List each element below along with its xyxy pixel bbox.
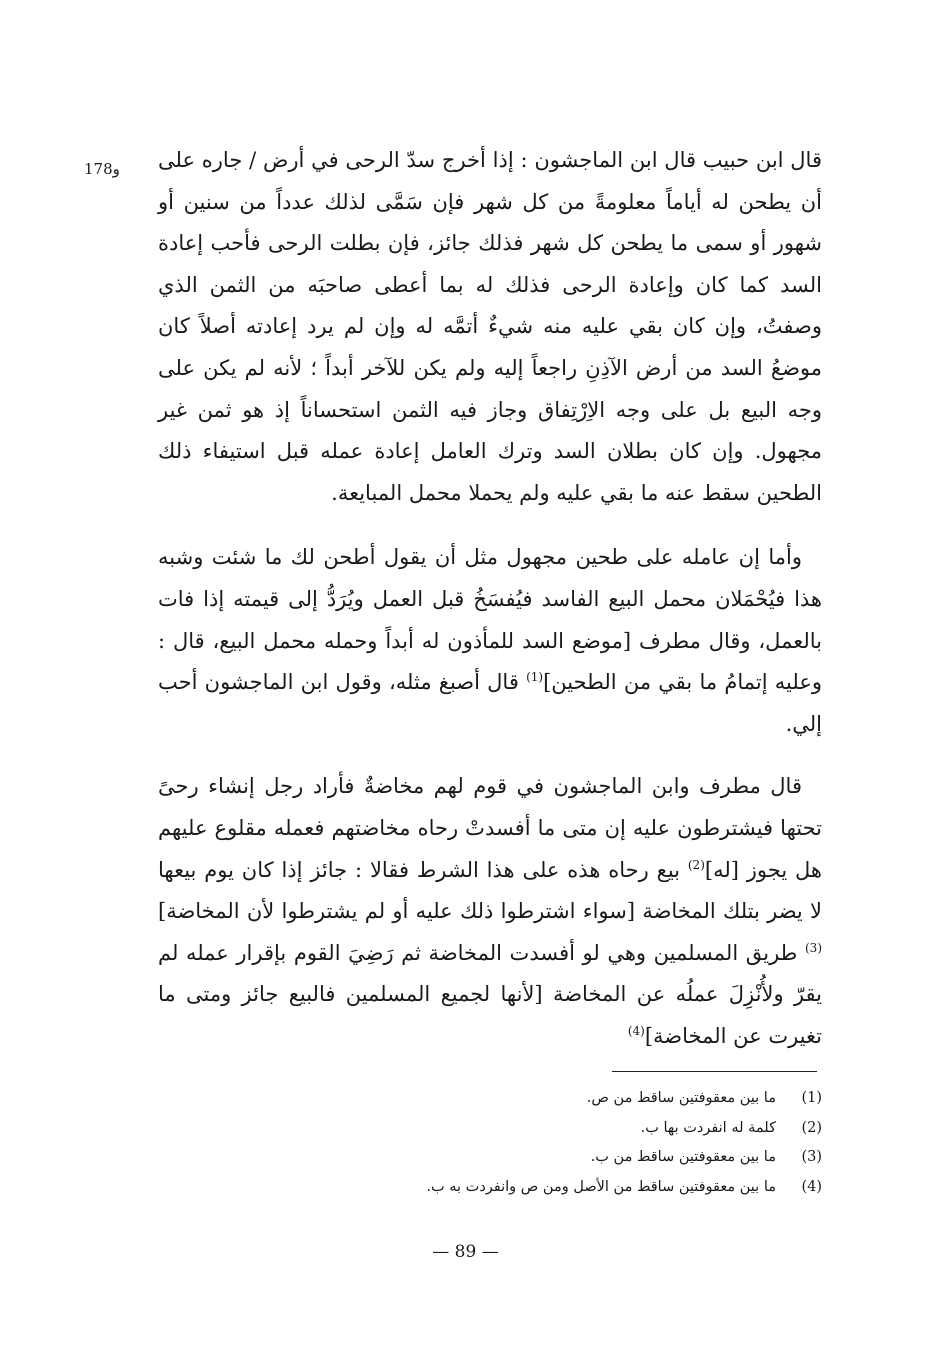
page-number: — 89 —: [432, 1242, 499, 1262]
footnote-1: [330, 1084, 822, 1114]
footnote-number: (3): [801, 1149, 822, 1165]
paragraph-1-text: قال ابن حبيب قال ابن الماجشون : إذا أخرج سدّ الرحى في أرض / جاره على أن يطحن له أياماً معلومةً من كل شهر فإن سَمَّى لذلك عدداً من سنين أو شهور أو سمى ما يطحن كل شهر فذلك جائز، فإن بطلت الرحى فأحب إعادة السد كما كان وإعادة الرحى فذلك له بما أعطى صاحبَه من الثمن الذي وصفتُ، وإن كان بقي عليه منه شيءٌ أتمَّه له وإن لم يرد إعادته أصلاً كان موضعُ السد من أرض الآذِنِ راجعاً إليه ولم يكن للآخر أبداً ؛ لأنه لم يكن على وجه البيع بل على وجه الاِرْتِفاق وجاز فيه الثمن استحساناً إذ هو ثمن غير مجهول. وإن كان بطلان السد وترك العامل إعادة عمله قبل استيفاء ذلك الطحين سقط عنه ما بقي عليه ولم يحملا محمل المبايعة.: [158, 148, 822, 505]
paragraph-3: [158, 766, 822, 1057]
paragraph-2-text: وأما إن عامله على طحين مجهول مثل أن يقول أطحن لك ما شئت وشبه هذا فيُحْمَلان محمل البيع الفاسد فيُفسَخُ قبل العمل ويُرَدُّ إلى قيمته إذا فات بالعمل، وقال مطرف [موضع السد للمأذون له أبداً وحمله محمل البيع، قال : وعليه إتمامُ ما بقي من الطحين]: [158, 545, 822, 695]
main-text: [158, 140, 822, 1057]
footnote-number: (2): [801, 1119, 822, 1136]
footnote-text: ما بين معقوفتين ساقط من الأصل ومن ص وانفردت به ب.: [426, 1178, 776, 1195]
footnote-3: [330, 1143, 822, 1173]
footnote-ref-3: (3): [804, 940, 822, 955]
footnote-text: ما بين معقوفتين ساقط من ص.: [586, 1090, 776, 1106]
manuscript-folio-note: 178و: [84, 160, 120, 178]
footnote-text: ما بين معقوفتين ساقط من ب.: [590, 1149, 776, 1165]
footnotes: [330, 1084, 822, 1202]
footnote-4: [330, 1173, 822, 1203]
footnote-ref-2: (2): [687, 857, 705, 872]
footnote-ref-4: (4): [627, 1023, 645, 1038]
paragraph-3-text-middle: بيع رحاه هذه على هذا الشرط فقالا : جائز إذا كان يوم بيعها لا يضر بتلك المخاضة [سواء اشترطوا ذلك عليه أو لم يشترطوا لأن المخاضة]: [158, 857, 822, 924]
paragraph-3-text-end: طريق المسلمين وهي لو أفسدت المخاضة ثم رَضِيَ القوم بإقرار عمله لم يقرّ ولأُنْزِلَ عملُه عن المخاضة [لأنها لجميع المسلمين فالبيع جائز ومتى ما تغيرت عن المخاضة]: [158, 940, 822, 1048]
footnote-number: (1): [801, 1090, 822, 1106]
footnote-ref-1: (1): [526, 670, 544, 685]
paragraph-1: [158, 140, 822, 514]
paragraph-2-text-end: قال أصبغ مثله، وقول ابن الماجشون أحب إلي.: [158, 670, 822, 736]
footnote-separator: [612, 1071, 817, 1072]
footnote-2: [330, 1114, 822, 1144]
footnote-text: كلمة له انفردت بها ب.: [640, 1119, 776, 1136]
footnote-number: (4): [801, 1178, 822, 1195]
paragraph-2: [158, 537, 822, 745]
paragraph-3-text: قال مطرف وابن الماجشون في قوم لهم مخاضةٌ فأراد رجل إنشاء رحىً تحتها فيشترطون عليه إن متى ما أفسدتْ رحاه مخاضتهم فعمله مقلوع عليهم هل يجوز [له]: [158, 774, 822, 882]
